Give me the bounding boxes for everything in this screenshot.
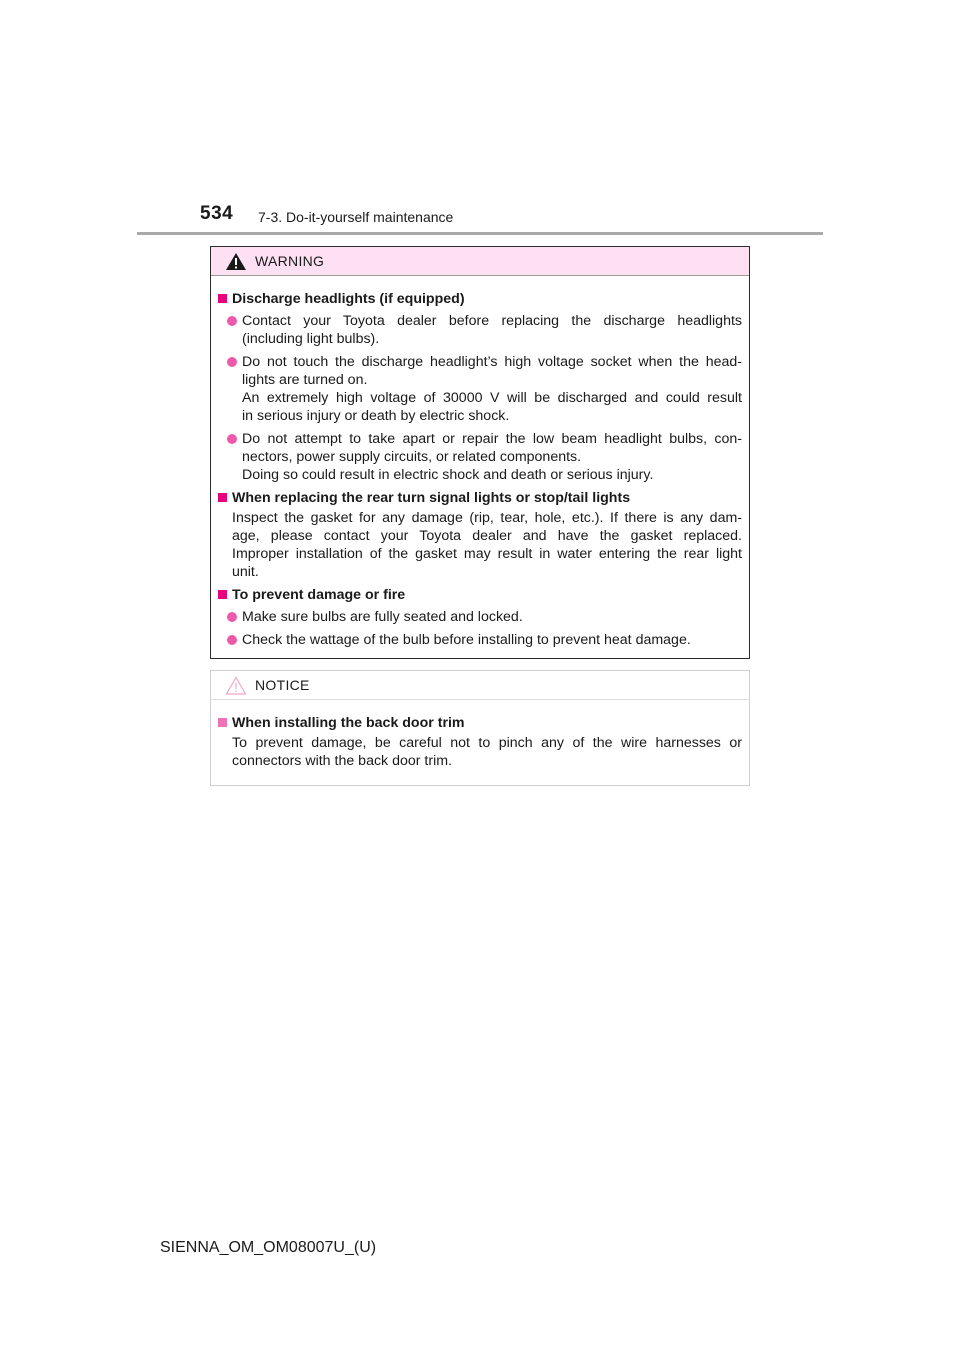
notice-box — [210, 670, 750, 786]
round-bullet-icon — [227, 635, 237, 645]
section-title: 7-3. Do-it-yourself maintenance — [258, 209, 454, 225]
paragraph: Inspect the gasket for any damage (rip, tear, hole, etc.). If there is any dam- age, please contact your Toyota dealer and have the gasket replaced. Improper installation of the gasket may result in water entering the rear light unit. — [232, 510, 742, 580]
warning-header — [211, 247, 749, 276]
round-bullet-icon — [227, 316, 237, 326]
page-number: 534 — [200, 203, 234, 224]
round-bullet-icon — [227, 612, 237, 622]
section-heading: When installing the back door trim — [218, 714, 742, 732]
warning-section-prevent-damage — [218, 586, 742, 649]
list-item: Do not touch the discharge headlight’s high voltage socket when the head- lights are turned on. An extremely high voltage of 30000 V will be discharged and could result in serious injury or death by electric shock. — [218, 353, 742, 425]
square-bullet-icon — [218, 294, 227, 303]
square-bullet-icon — [218, 590, 227, 599]
round-bullet-icon — [227, 357, 237, 367]
notice-header — [211, 671, 749, 700]
notice-label: NOTICE — [255, 677, 310, 693]
warning-label: WARNING — [255, 253, 325, 269]
caution-outline-icon — [225, 676, 247, 695]
warning-section-discharge-headlights — [218, 290, 742, 484]
section-heading: Discharge headlights (if equipped) — [218, 290, 742, 308]
round-bullet-icon — [227, 434, 237, 444]
paragraph: To prevent damage, be careful not to pinch any of the wire harnesses or connectors with the back door trim. — [232, 735, 742, 769]
square-bullet-icon — [218, 493, 227, 502]
section-heading: To prevent damage or fire — [218, 586, 742, 604]
document-code: SIENNA_OM_OM08007U_(U) — [160, 1239, 377, 1256]
warning-icon — [225, 252, 247, 271]
list-item: Do not attempt to take apart or repair the low beam headlight bulbs, con- nectors, power supply circuits, or related components. Doing so could result in electric shock and death or serious injury. — [218, 430, 742, 484]
header-rule — [137, 232, 823, 235]
square-bullet-icon — [218, 718, 227, 727]
warning-box — [210, 246, 750, 659]
notice-body — [211, 700, 749, 770]
warning-body — [211, 276, 749, 649]
list-item: Contact your Toyota dealer before replacing the discharge headlights (including light bulbs). — [218, 312, 742, 348]
section-heading: When replacing the rear turn signal lights or stop/tail lights — [218, 489, 742, 507]
list-item: Make sure bulbs are fully seated and locked. — [218, 608, 742, 626]
warning-section-rear-lights — [218, 489, 742, 581]
list-item: Check the wattage of the bulb before installing to prevent heat damage. — [218, 631, 742, 649]
